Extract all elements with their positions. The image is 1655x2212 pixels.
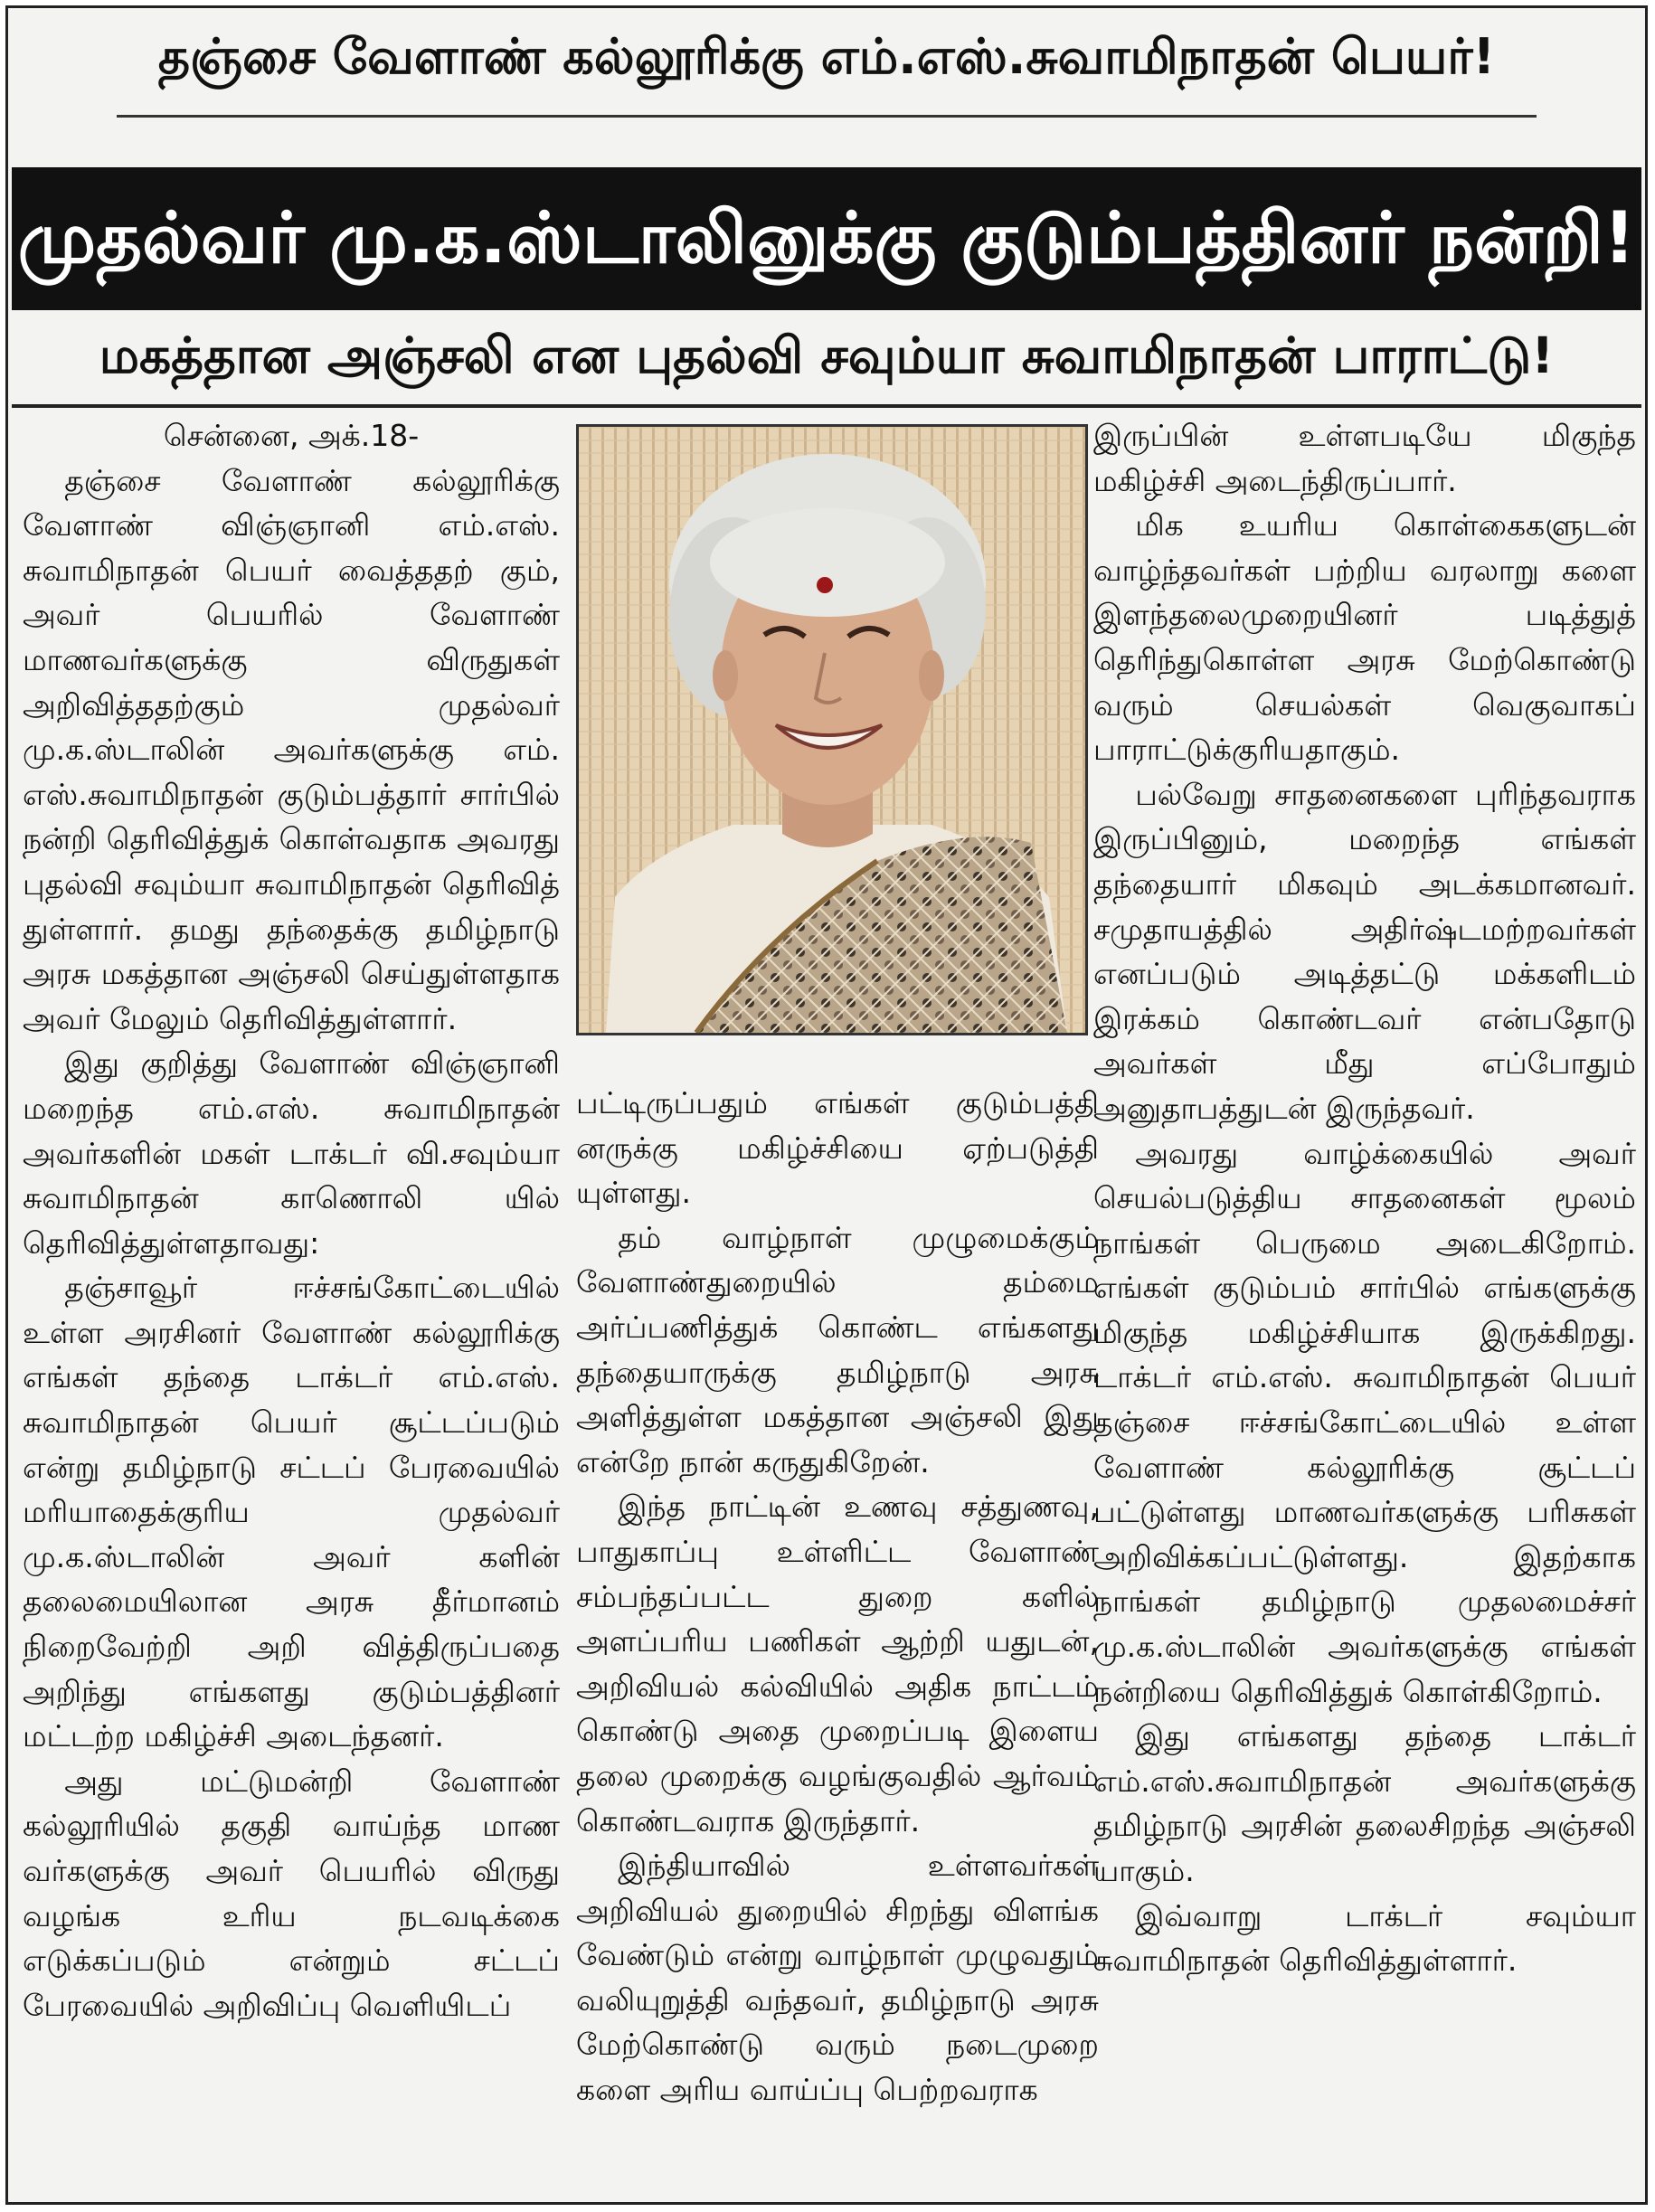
kicker-underline [117,115,1537,118]
article-column-1 [23,413,560,2028]
headline-divider [12,404,1641,408]
paragraph: மிக உயரிய கொள்கைகளுடன் வாழ்ந்தவர்கள் பற்றிய வரலாறு களை இளந்தலைமுறையினர் படித்துத் தெரிந்துகொள்ள அரசு மேற்கொண்டு வரும் செயல்கள் வெகுவாகப் பாராட்டுக்குரியதாகும். [1093,507,1636,768]
sub-headline: மகத்தான அஞ்சலி என புதல்வி சவும்யா சுவாமிநாதன் பாராட்டு! [99,326,1555,384]
paragraph: இருப்பின் உள்ளபடியே மிகுந்த மகிழ்ச்சி அடைந்திருப்பார். [1093,418,1636,498]
article-column-3 [1093,413,1636,1983]
paragraph: இது குறித்து வேளாண் விஞ்ஞானி மறைந்த எம்.எஸ். சுவாமிநாதன் அவர்களின் மகள் டாக்டர் வி.சவும்யா சுவாமிநாதன் காணொலி யில் தெரிவித்துள்ளதாவது: [23,1045,560,1261]
portrait-illustration [579,427,1085,1033]
portrait-photo [576,424,1088,1035]
paragraph: இது எங்களது தந்தை டாக்டர் எம்.எஸ்.சுவாமிநாதன் அவர்களுக்கு தமிழ்நாடு அரசின் தலைசிறந்த அஞ்சலி யாகும். [1093,1718,1636,1888]
paragraph: தம் வாழ்நாள் முழுமைக்கும் வேளாண்துறையில் தம்மை அர்ப்பணித்துக் கொண்ட எங்களது தந்தையாருக்கு தமிழ்நாடு அரசு அளித்துள்ள மகத்தான அஞ்சலி இது என்றே நான் கருதுகிறேன். [576,1219,1099,1479]
article-column-2 [576,1081,1099,2113]
paragraph: பல்வேறு சாதனைகளை புரிந்தவராக இருப்பினும், மறைந்த எங்கள் தந்தையார் மிகவும் அடக்கமானவர். சமுதாயத்தில் அதிர்ஷ்டமற்றவர்கள் எனப்படும் அடித்தட்டு மக்களிடம் இரக்கம் கொண்டவர் என்பதோடு அவர்கள் மீது எப்போதும் அனுதாபத்துடன் இருந்தவர். [1093,776,1636,1126]
paragraph: தஞ்சாவூர் ஈச்சங்கோட்டையில் உள்ள அரசினர் வேளாண் கல்லூரிக்கு எங்கள் தந்தை டாக்டர் எம்.எஸ். சுவாமிநாதன் பெயர் சூட்டப்படும் என்று தமிழ்நாடு சட்டப் பேரவையில் மரியாதைக்குரிய முதல்வர் மு.க.ஸ்டாலின் அவர் களின் தலைமையிலான அரசு தீர்மானம் நிறைவேற்றி அறி வித்திருப்பதை அறிந்து எங்களது குடும்பத்தினர் மட்டற்ற மகிழ்ச்சி அடைந்தனர். [23,1270,560,1754]
paragraph: தஞ்சை வேளாண் கல்லூரிக்கு வேளாண் விஞ்ஞானி எம்.எஸ். சுவாமிநாதன் பெயர் வைத்ததற் கும், அவர் பெயரில் வேளாண் மாணவர்களுக்கு விருதுகள் அறிவித்ததற்கும் முதல்வர் மு.க.ஸ்டாலின் அவர்களுக்கு எம். எஸ்.சுவாமிநாதன் குடும்பத்தார் சார்பில் நன்றி தெரிவித்துக் கொள்வதாக அவரது புதல்வி சவும்யா சுவாமிநாதன் தெரிவித் துள்ளார். தமது தந்தைக்கு தமிழ்நாடு அரசு மகத்தான அஞ்சலி செய்துள்ளதாக அவர் மேலும் தெரிவித்துள்ளார். [23,462,560,1036]
kicker-headline: தஞ்சை வேளாண் கல்லூரிக்கு எம்.எஸ்.சுவாமிநாதன் பெயர்! [157,28,1496,85]
paragraph: இந்தியாவில் உள்ளவர்கள் அறிவியல் துறையில் சிறந்து விளங்க வேண்டும் என்று வாழ்நாள் முழுவதும் வலியுறுத்தி வந்தவர், தமிழ்நாடு அரசு மேற்கொண்டு வரும் நடைமுறை களை அரிய வாய்ப்பு பெற்றவராக [576,1848,1099,2108]
paragraph: அவரது வாழ்க்கையில் அவர் செயல்படுத்திய சாதனைகள் மூலம் நாங்கள் பெருமை அடைகிறோம். எங்கள் குடும்பம் சார்பில் எங்களுக்கு மிகுந்த மகிழ்ச்சியாக இருக்கிறது. டாக்டர் எம்.எஸ். சுவாமிநாதன் பெயர் தஞ்சை ஈச்சங்கோட்டையில் உள்ள வேளாண் கல்லூரிக்கு சூட்டப் பட்டுள்ளது மாணவர்களுக்கு பரிசுகள் அறிவிக்கப்பட்டுள்ளது. இதற்காக நாங்கள் தமிழ்நாடு முதலமைச்சர் மு.க.ஸ்டாலின் அவர்களுக்கு எங்கள் நன்றியை தெரிவித்துக் கொள்கிறோம். [1093,1135,1636,1709]
paragraph: அது மட்டுமன்றி வேளாண் கல்லூரியில் தகுதி வாய்ந்த மாண வர்களுக்கு அவர் பெயரில் விருது வழங்க உரிய நடவடிக்கை எடுக்கப்படும் என்றும் சட்டப் பேரவையில் அறிவிப்பு வெளியிடப் [23,1763,560,2023]
newspaper-clipping [5,5,1648,2205]
paragraph: இவ்வாறு டாக்டர் சவும்யா சுவாமிநாதன் தெரிவித்துள்ளார். [1093,1897,1636,1979]
paragraph: பட்டிருப்பதும் எங்கள் குடும்பத்தி னருக்கு மகிழ்ச்சியை ஏற்படுத்தி யுள்ளது. [576,1085,1099,1211]
dateline: சென்னை, அக்.18- [163,418,420,453]
paragraph: இந்த நாட்டின் உணவு சத்துணவு, பாதுகாப்பு உள்ளிட்ட வேளாண் சம்பந்தப்பட்ட துறை களில் அளப்பரிய பணிகள் ஆற்றி யதுடன், அறிவியல் கல்வியில் அதிக நாட்டம் கொண்டு அதை முறைப்படி இளைய தலை முறைக்கு வழங்குவதில் ஆர்வம் கொண்டவராக இருந்தார். [576,1489,1099,1839]
main-headline: முதல்வர் மு.க.ஸ்டாலினுக்கு குடும்பத்தினர் நன்றி! [12,167,1641,310]
